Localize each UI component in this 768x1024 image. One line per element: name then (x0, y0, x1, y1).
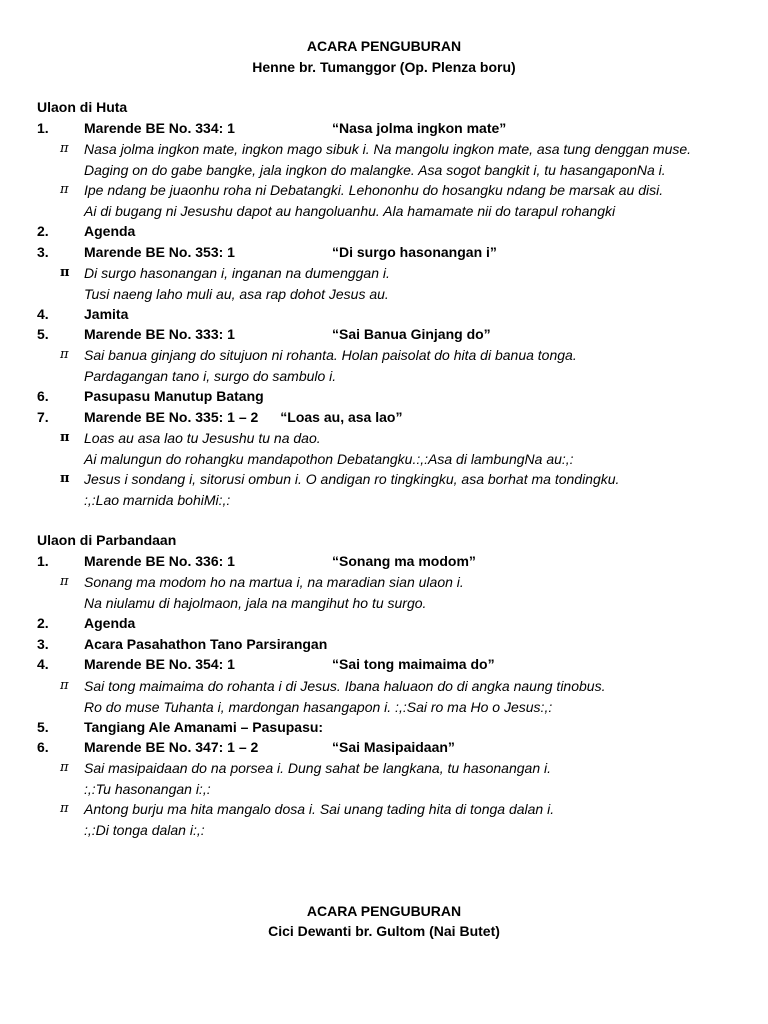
item-number: 6. (37, 739, 49, 755)
section-heading-parbandaan: Ulaon di Parbandaan (37, 532, 177, 548)
verse-text: Na niulamu di hajolmaon, jala na mangihut ho tu surgo. (84, 595, 427, 611)
verse-text: Sai masipaidaan do na porsea i. Dung sahat be langkana, tu hasonangan i. (84, 760, 552, 776)
item-number: 4. (37, 656, 49, 672)
item-label: Marende BE No. 333: 1 (84, 326, 235, 342)
pi-bullet-icon: π (60, 574, 69, 589)
verse-text: Antong burju ma hita mangalo dosa i. Sai unang tading hita di tonga dalan i. (84, 801, 555, 817)
second-document-title: ACARA PENGUBURAN (306, 903, 462, 919)
item-label: Marende BE No. 336: 1 (84, 553, 235, 569)
verse-text: Jesus i sondang i, sitorusi ombun i. O andigan ro tingkingku, asa borhat ma tondingku. (84, 471, 620, 487)
verse-text: Ipe ndang be juaonhu roha ni Debatangki. Lehononhu do hosangku ndang be marsak au disi. (84, 182, 664, 198)
pi-bullet-icon: π (60, 678, 69, 693)
second-document-subtitle: Cici Dewanti br. Gultom (Nai Butet) (268, 923, 500, 939)
verse-text: Pardagangan tano i, surgo do sambulo i. (84, 368, 337, 384)
item-number: 6. (37, 388, 49, 404)
hymn-title: “Sai Banua Ginjang do” (332, 326, 491, 342)
document-title: ACARA PENGUBURAN (306, 38, 462, 54)
item-label: Agenda (84, 223, 136, 239)
verse-text: Loas au asa lao tu Jesushu tu na dao. (84, 430, 321, 446)
item-label: Marende BE No. 334: 1 (84, 120, 235, 136)
verse-text: Sai tong maimaima do rohanta i di Jesus. Ibana haluaon do di angka naung tinobus. (84, 678, 606, 694)
item-number: 5. (37, 326, 49, 342)
pi-bullet-icon: π (60, 182, 69, 197)
item-label: Marende BE No. 353: 1 (84, 244, 235, 260)
item-label: Tangiang Ale Amanami – Pasupasu: (84, 719, 324, 735)
item-number: 2. (37, 223, 49, 239)
hymn-title: “Nasa jolma ingkon mate” (332, 120, 507, 136)
hymn-title: “Di surgo hasonangan i” (332, 244, 497, 260)
pi-bullet-icon: π (60, 760, 69, 775)
pi-bullet-icon: π (60, 430, 70, 445)
item-number: 5. (37, 719, 49, 735)
hymn-title: “Sai tong maimaima do” (332, 656, 495, 672)
verse-text: Daging on do gabe bangke, jala ingkon do malangke. Asa sogot bangkit i, tu hasangaponNa i. (84, 162, 666, 178)
item-number: 4. (37, 306, 49, 322)
item-label (84, 407, 402, 427)
section-heading-huta: Ulaon di Huta (37, 99, 128, 115)
item-label: Pasupasu Manutup Batang (84, 388, 264, 404)
pi-bullet-icon: π (60, 471, 70, 486)
item-label: Jamita (84, 306, 129, 322)
verse-text: Ai malungun do rohangku mandapothon Debatangku.:,:Asa di lambungNa au:,: (84, 451, 574, 467)
pi-bullet-icon: π (60, 265, 70, 280)
verse-text: Sai banua ginjang do situjuon ni rohanta. Holan paisolat do hita di banua tonga. (84, 347, 577, 363)
pi-bullet-icon: π (60, 347, 69, 362)
item-number: 7. (37, 409, 49, 425)
hymn-title: “Sonang ma modom” (332, 553, 476, 569)
item-label: Marende BE No. 354: 1 (84, 656, 235, 672)
pi-bullet-icon: π (60, 141, 69, 156)
verse-text: :,:Lao marnida bohiMi:,: (84, 492, 231, 508)
verse-text: Tusi naeng laho muli au, asa rap dohot Jesus au. (84, 286, 389, 302)
verse-text: Di surgo hasonangan i, inganan na dumenggan i. (84, 265, 390, 281)
item-number: 3. (37, 244, 49, 260)
item-number: 1. (37, 553, 49, 569)
verse-text: Ai di bugang ni Jesushu dapot au hangoluanhu. Ala hamamate nii do tarapul rohangki (84, 203, 616, 219)
pi-bullet-icon: π (60, 801, 69, 816)
verse-text: Nasa jolma ingkon mate, ingkon mago sibuk i. Na mangolu ingkon mate, asa tung denggan muse. (84, 141, 692, 157)
item-label: Agenda (84, 615, 136, 631)
item-number: 3. (37, 636, 49, 652)
verse-text: :,:Tu hasonangan i:,: (84, 781, 211, 797)
verse-text: Ro do muse Tuhanta i, mardongan hasangapon i. :,:Sai ro ma Ho o Jesus:,: (84, 699, 553, 715)
hymn-title: “Loas au, asa lao” (280, 409, 403, 425)
item-label: Acara Pasahathon Tano Parsirangan (84, 636, 328, 652)
item-label: Marende BE No. 347: 1 – 2 (84, 739, 259, 755)
item-label-text: Marende BE No. 335: 1 – 2 (84, 409, 259, 425)
verse-text: Sonang ma modom ho na martua i, na maradian sian ulaon i. (84, 574, 464, 590)
item-number: 1. (37, 120, 49, 136)
item-number: 2. (37, 615, 49, 631)
document-subtitle: Henne br. Tumanggor (Op. Plenza boru) (252, 59, 516, 75)
verse-text: :,:Di tonga dalan i:,: (84, 822, 205, 838)
hymn-title: “Sai Masipaidaan” (332, 739, 455, 755)
